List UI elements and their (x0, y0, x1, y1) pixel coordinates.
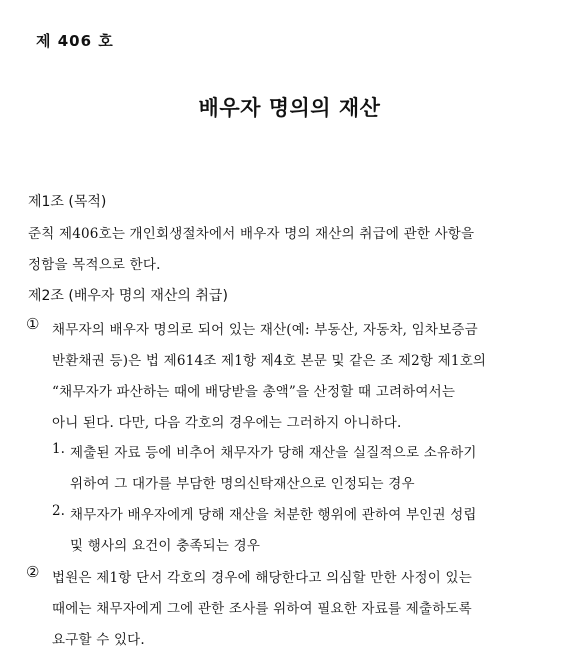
document-title: 배우자 명의의 재산 (198, 96, 381, 120)
clause-2-line-2: 때에는 채무자에게 그에 관한 조사를 위하여 필요한 자료를 제출하도록 (52, 601, 472, 617)
document-number: 제 406 호 (36, 32, 114, 50)
clause-1-marker: ① (26, 315, 40, 333)
article-2-heading: 제2조 (배우자 명의 재산의 취급) (28, 288, 228, 304)
clause-2-marker: ② (26, 563, 40, 581)
clause-1-line-2: 반환채권 등)은 법 제614조 제1항 제4호 본문 및 같은 조 제2항 제1호의 (52, 353, 487, 369)
article-1-line-2: 정함을 목적으로 한다. (28, 257, 161, 273)
clause-1-line-1: 채무자의 배우자 명의로 되어 있는 재산(예: 부동산, 자동차, 임차보증금 (52, 322, 478, 338)
clause-2-line-3: 요구할 수 있다. (52, 632, 145, 648)
article-1-line-1: 준칙 제406호는 개인회생절차에서 배우자 명의 재산의 취급에 관한 사항을 (28, 226, 475, 242)
article-1-heading: 제1조 (목적) (28, 194, 107, 210)
item-2-line-1: 채무자가 배우자에게 당해 재산을 처분한 행위에 관하여 부인권 성립 (70, 507, 477, 523)
item-1-line-2: 위하여 그 대가를 부담한 명의신탁재산으로 인정되는 경우 (70, 476, 415, 492)
item-2-marker: 2. (52, 503, 65, 519)
item-1-marker: 1. (52, 441, 65, 457)
clause-1-line-4: 아니 된다. 다만, 다음 각호의 경우에는 그러하지 아니하다. (52, 415, 402, 431)
clause-2-line-1: 법원은 제1항 단서 각호의 경우에 해당한다고 의심할 만한 사정이 있는 (52, 570, 472, 586)
clause-1-line-3: “채무자가 파산하는 때에 배당받을 총액”을 산정할 때 고려하여서는 (52, 384, 456, 400)
item-1-line-1: 제출된 자료 등에 비추어 채무자가 당해 재산을 실질적으로 소유하기 (70, 445, 477, 461)
item-2-line-2: 및 행사의 요건이 충족되는 경우 (70, 538, 261, 554)
